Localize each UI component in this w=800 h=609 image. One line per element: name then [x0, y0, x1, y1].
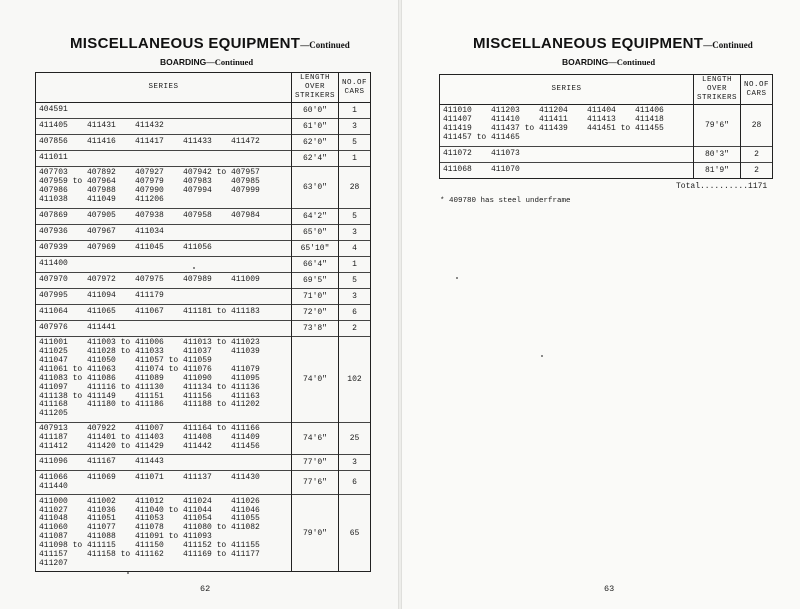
subtitle-text: BOARDING [160, 57, 207, 67]
footnote: * 409780 has steel underframe [440, 197, 571, 205]
length-cell: 64'2" [291, 208, 338, 224]
table-row [36, 304, 371, 320]
length-cell: 79'6" [693, 105, 740, 147]
title-text: MISCELLANEOUS EQUIPMENT [473, 35, 704, 52]
series-cell: 407939 407969 411045 411056 [36, 240, 292, 256]
series-cell: 411064 411065 411067 411181 to 411183 [36, 304, 292, 320]
subtitle-text: BOARDING [562, 57, 609, 67]
cars-cell: 1 [338, 151, 370, 167]
cars-cell: 3 [338, 224, 370, 240]
right-equipment-table [439, 74, 773, 179]
length-cell: 62'0" [291, 135, 338, 151]
speck [193, 267, 195, 269]
table-row [440, 146, 773, 162]
table-row [36, 208, 371, 224]
cars-cell: 6 [338, 304, 370, 320]
length-cell: 72'0" [291, 304, 338, 320]
cars-cell: 3 [338, 119, 370, 135]
series-cell: 411000 411002 411012 411024 411026 411027 411036 411040 to 411044 411046 411048 411051 411053 411054 411055 411060 411077 411078 411080 to 411082 411087 411088 411091 to 411093 411098 to 411115 411150 411152 to 411155 411157 411158 to 411162 411169 to 411177 411207 [36, 495, 292, 572]
series-cell: 407856 411416 411417 411433 411472 [36, 135, 292, 151]
length-cell: 69'5" [291, 272, 338, 288]
cars-cell: 3 [338, 288, 370, 304]
table-row [36, 272, 371, 288]
page-title [70, 35, 350, 52]
cars-cell: 102 [338, 336, 370, 422]
length-cell: 65'10" [291, 240, 338, 256]
cars-cell: 3 [338, 455, 370, 471]
cars-cell: 28 [338, 167, 370, 209]
length-cell: 80'3" [693, 146, 740, 162]
table-row [440, 105, 773, 147]
cars-cell: 5 [338, 272, 370, 288]
title-text: MISCELLANEOUS EQUIPMENT [70, 35, 301, 52]
title-suffix: —Continued [300, 40, 350, 50]
table-row [36, 224, 371, 240]
length-cell: 62'4" [291, 151, 338, 167]
cars-cell: 28 [740, 105, 772, 147]
series-cell: 411010 411203 411204 411404 411406 411407 411410 411411 411413 411418 411419 411437 to 411439 441451 to 411455 411457 to 411465 [440, 105, 694, 147]
length-cell: 61'0" [291, 119, 338, 135]
length-cell: 77'6" [291, 471, 338, 495]
subtitle-suffix: —Continued [206, 57, 254, 67]
cars-cell: 2 [338, 320, 370, 336]
series-cell: 411096 411167 411443 [36, 455, 292, 471]
cars-cell: 1 [338, 256, 370, 272]
table-row [36, 495, 371, 572]
section-subtitle [160, 57, 253, 67]
left-table-body [36, 103, 371, 572]
table-row [36, 455, 371, 471]
series-cell: 407703 407892 407927 407942 to 407957 407959 to 407964 407979 407983 407985 407986 407988 407990 407994 407999 411038 411049 411206 [36, 167, 292, 209]
page-number: 63 [604, 584, 615, 594]
length-cell: 77'0" [291, 455, 338, 471]
length-cell: 74'0" [291, 336, 338, 422]
cars-cell: 25 [338, 422, 370, 455]
series-cell: 404591 [36, 103, 292, 119]
series-cell: 407869 407905 407938 407958 407984 [36, 208, 292, 224]
speck [127, 572, 129, 574]
table-row [36, 119, 371, 135]
cars-cell: 2 [740, 146, 772, 162]
table-row [36, 240, 371, 256]
total-line [676, 182, 767, 191]
book-gutter [398, 0, 402, 609]
table-row [36, 471, 371, 495]
series-cell: 411400 [36, 256, 292, 272]
length-cell: 66'4" [291, 256, 338, 272]
length-cell: 60'0" [291, 103, 338, 119]
table-row [36, 151, 371, 167]
length-header: LENGTH OVER STRIKERS [693, 75, 740, 105]
series-cell: 407936 407967 411034 [36, 224, 292, 240]
table-row [36, 103, 371, 119]
total-label: Total.......... [676, 182, 749, 191]
section-subtitle [562, 57, 655, 67]
series-cell: 411072 411073 [440, 146, 694, 162]
cars-cell: 5 [338, 208, 370, 224]
right-table-body [440, 105, 773, 179]
series-cell: 411405 411431 411432 [36, 119, 292, 135]
length-cell: 74'6" [291, 422, 338, 455]
page-number: 62 [200, 584, 211, 594]
series-cell: 407995 411094 411179 [36, 288, 292, 304]
length-header: LENGTH OVER STRIKERS [291, 73, 338, 103]
cars-cell: 1 [338, 103, 370, 119]
series-cell: 407976 411441 [36, 320, 292, 336]
series-cell: 411011 [36, 151, 292, 167]
table-row [36, 288, 371, 304]
table-row [36, 167, 371, 209]
series-cell: 407913 407922 411007 411164 to 411166 411187 411401 to 411403 411408 411409 411412 411420 to 411429 411442 411456 [36, 422, 292, 455]
title-suffix: —Continued [703, 40, 753, 50]
length-cell: 65'0" [291, 224, 338, 240]
length-cell: 73'8" [291, 320, 338, 336]
subtitle-suffix: —Continued [608, 57, 656, 67]
table-row [36, 135, 371, 151]
page-title [473, 35, 753, 52]
length-cell: 81'9" [693, 162, 740, 178]
cars-cell: 5 [338, 135, 370, 151]
table-row [440, 162, 773, 178]
length-cell: 63'0" [291, 167, 338, 209]
table-row [36, 256, 371, 272]
series-cell: 411066 411069 411071 411137 411430 411440 [36, 471, 292, 495]
series-cell: 407970 407972 407975 407989 411009 [36, 272, 292, 288]
total-value: 1171 [748, 182, 768, 191]
table-row [36, 320, 371, 336]
length-cell: 71'0" [291, 288, 338, 304]
length-cell: 79'0" [291, 495, 338, 572]
series-header: SERIES [440, 75, 694, 105]
series-header: SERIES [36, 73, 292, 103]
cars-header: NO.OF CARS [740, 75, 772, 105]
speck [541, 355, 543, 357]
left-equipment-table [35, 72, 371, 572]
cars-header: NO.OF CARS [338, 73, 370, 103]
cars-cell: 6 [338, 471, 370, 495]
cars-cell: 2 [740, 162, 772, 178]
cars-cell: 4 [338, 240, 370, 256]
series-cell: 411068 411070 [440, 162, 694, 178]
table-row [36, 336, 371, 422]
table-row [36, 422, 371, 455]
series-cell: 411001 411003 to 411006 411013 to 411023 411025 411028 to 411033 411037 411039 411047 411050 411057 to 411059 411061 to 411063 411074 to 411076 411079 411083 to 411086 411089 411090 411095 411097 411116 to 411130 411134 to 411136 411138 to 411149 411151 411156 411163 411168 411180 to 411186 411188 to 411202 411205 [36, 336, 292, 422]
speck [456, 277, 458, 279]
cars-cell: 65 [338, 495, 370, 572]
